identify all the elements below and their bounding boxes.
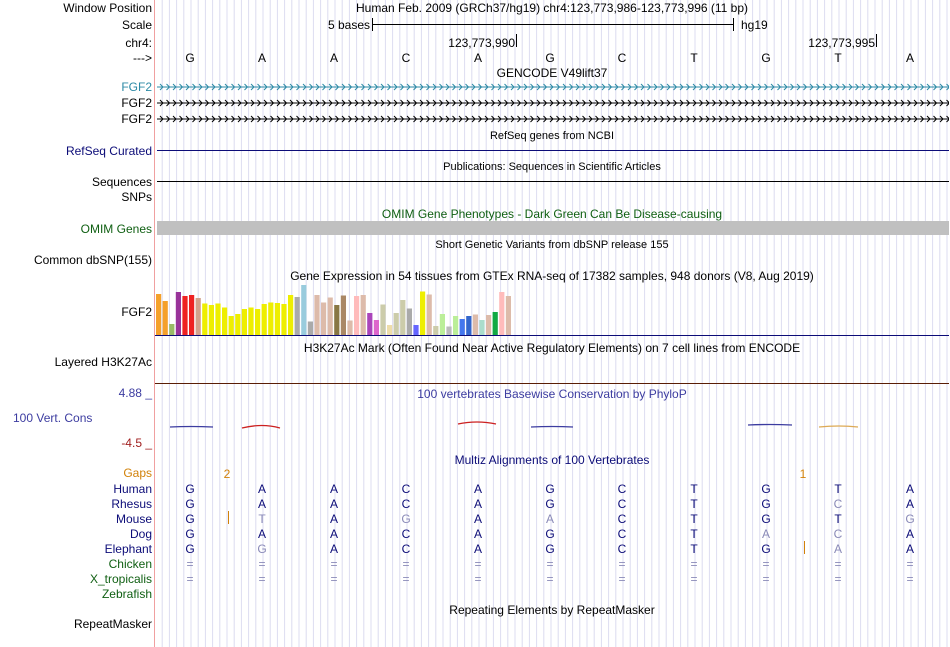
- gtex-tissue-bar[interactable]: [328, 298, 333, 336]
- gtex-tissue-bar[interactable]: [189, 295, 194, 335]
- gtex-tissue-bar[interactable]: [242, 309, 247, 335]
- aligned-base: =: [402, 557, 410, 571]
- gtex-tissue-bar[interactable]: [453, 316, 458, 335]
- gtex-tissue-bar[interactable]: [268, 303, 273, 336]
- species-label[interactable]: Elephant: [104, 542, 152, 556]
- aligned-base: G: [545, 497, 555, 511]
- gap-mark-2: 1: [799, 467, 807, 481]
- gtex-tissue-bar[interactable]: [163, 301, 168, 335]
- gtex-tissue-bar[interactable]: [380, 305, 385, 336]
- aligned-base: A: [473, 527, 483, 541]
- aligned-base: =: [474, 557, 482, 571]
- aligned-base: C: [617, 512, 627, 526]
- gtex-tissue-bar[interactable]: [374, 320, 379, 335]
- aligned-base: A: [473, 542, 483, 556]
- gtex-tissue-bar[interactable]: [288, 295, 293, 335]
- gtex-tissue-bar[interactable]: [262, 304, 267, 335]
- species-label[interactable]: Chicken: [108, 557, 152, 571]
- omim-phenotype-bar[interactable]: [157, 221, 949, 235]
- aligned-base: A: [905, 527, 915, 541]
- gtex-tissue-bar[interactable]: [235, 314, 240, 335]
- dna-base: A: [905, 51, 915, 65]
- aligned-base: A: [905, 497, 915, 511]
- aligned-base: A: [833, 542, 843, 556]
- aligned-base: A: [473, 497, 483, 511]
- gtex-tissue-bar[interactable]: [222, 308, 227, 336]
- window-position-label: Window Position: [63, 1, 152, 15]
- aligned-base: G: [761, 542, 771, 556]
- aligned-base: A: [545, 512, 555, 526]
- gtex-gene-label[interactable]: FGF2: [121, 305, 152, 319]
- gtex-tissue-bar[interactable]: [295, 297, 300, 335]
- omim-track-label[interactable]: OMIM Genes: [80, 222, 152, 236]
- aligned-base: T: [834, 512, 842, 526]
- aligned-base: C: [617, 527, 627, 541]
- chrom-label: chr4:: [125, 36, 152, 50]
- gencode-transcript-1: [157, 84, 949, 90]
- multiz-track-title: Multiz Alignments of 100 Vertebrates: [454, 453, 650, 467]
- gtex-tissue-bar[interactable]: [182, 296, 187, 335]
- aligned-base: =: [258, 557, 266, 571]
- gtex-tissue-bar[interactable]: [460, 319, 465, 335]
- aligned-base: G: [257, 542, 267, 556]
- aligned-base: A: [329, 512, 339, 526]
- gtex-tissue-bar[interactable]: [281, 304, 286, 335]
- aligned-base: =: [186, 572, 194, 586]
- gtex-tissue-bar[interactable]: [427, 295, 432, 336]
- gtex-tissue-bar[interactable]: [248, 308, 253, 336]
- phylop-segment-3: [458, 422, 496, 424]
- dbsnp-track-title: Short Genetic Variants from dbSNP release 155: [435, 239, 669, 251]
- aligned-base: =: [834, 557, 842, 571]
- gencode-gene-label-1[interactable]: FGF2: [121, 80, 152, 94]
- phylop-segment-5: [748, 425, 792, 426]
- aligned-base: A: [257, 482, 267, 496]
- multiz-gaps-label[interactable]: Gaps: [123, 466, 152, 480]
- phylop-track-title: 100 vertebrates Basewise Conservation by PhyloP: [417, 387, 687, 401]
- aligned-base: T: [690, 527, 698, 541]
- dna-base: A: [257, 51, 267, 65]
- rmsk-track-title: Repeating Elements by RepeatMasker: [449, 603, 655, 617]
- aligned-base: =: [762, 557, 770, 571]
- rmsk-track-label[interactable]: RepeatMasker: [73, 617, 152, 631]
- gtex-tissue-bar[interactable]: [334, 305, 339, 335]
- aligned-base: =: [906, 572, 914, 586]
- gencode-transcripts[interactable]: [157, 82, 949, 126]
- dna-base: T: [690, 51, 698, 65]
- aligned-base: A: [905, 542, 915, 556]
- gtex-tissue-bar[interactable]: [479, 320, 484, 335]
- gtex-tissue-bar[interactable]: [308, 322, 313, 336]
- gencode-gene-label-2[interactable]: FGF2: [121, 96, 152, 110]
- dna-base: A: [329, 51, 339, 65]
- scale-bar-right-tick: [733, 18, 734, 31]
- gtex-tissue-bar[interactable]: [229, 316, 234, 335]
- aligned-base: C: [401, 542, 411, 556]
- gtex-baseline: [155, 335, 949, 336]
- aligned-base: A: [329, 527, 339, 541]
- gtex-tissue-bar[interactable]: [169, 324, 174, 335]
- gtex-expression-chart[interactable]: [155, 284, 535, 336]
- gtex-tissue-bar[interactable]: [440, 314, 445, 335]
- aligned-base: A: [761, 527, 771, 541]
- aligned-base: =: [690, 572, 698, 586]
- phylop-ymax-label: 4.88 _: [118, 386, 152, 400]
- gtex-tissue-bar[interactable]: [354, 296, 359, 335]
- dna-base: C: [401, 51, 411, 65]
- phylop-conservation-plot[interactable]: [155, 415, 949, 435]
- gtex-tissue-bar[interactable]: [486, 315, 491, 335]
- gtex-tissue-bar[interactable]: [301, 285, 306, 335]
- scale-bar-text: 5 bases: [327, 18, 370, 32]
- scale-bar-line: [373, 24, 733, 25]
- aligned-base: T: [258, 512, 266, 526]
- aligned-base: G: [761, 482, 771, 496]
- aligned-base: G: [185, 512, 195, 526]
- gtex-tissue-bar[interactable]: [215, 304, 220, 336]
- aligned-base: A: [329, 542, 339, 556]
- aligned-base: A: [473, 512, 483, 526]
- aligned-base: G: [185, 542, 195, 556]
- gtex-tissue-bar[interactable]: [341, 296, 346, 336]
- gtex-tissue-bar[interactable]: [347, 321, 352, 336]
- aligned-base: C: [617, 497, 627, 511]
- gtex-tissue-bar[interactable]: [367, 313, 372, 335]
- aligned-base: A: [473, 482, 483, 496]
- species-label[interactable]: Human: [113, 482, 152, 496]
- aligned-base: G: [401, 512, 411, 526]
- aligned-base: A: [329, 497, 339, 511]
- aligned-base: =: [618, 572, 626, 586]
- aligned-base: =: [834, 572, 842, 586]
- aligned-base: A: [905, 482, 915, 496]
- phylop-segment-4: [531, 427, 573, 428]
- aligned-base: T: [690, 542, 698, 556]
- gencode-transcript-3: [157, 116, 949, 122]
- species-label[interactable]: X_tropicalis: [89, 572, 152, 586]
- gtex-tissue-bar[interactable]: [420, 292, 425, 336]
- gtex-tissue-bar[interactable]: [400, 300, 405, 335]
- refseq-gene-line[interactable]: [157, 150, 949, 151]
- pubs-track-title: Publications: Sequences in Scientific Articles: [443, 161, 661, 173]
- pubs-track-label[interactable]: Sequences: [91, 175, 152, 189]
- aligned-base: =: [618, 557, 626, 571]
- aligned-base: A: [257, 497, 267, 511]
- coordinate-tick-1: [516, 34, 517, 47]
- aligned-base: G: [545, 527, 555, 541]
- assembly-position-text: Human Feb. 2009 (GRCh37/hg19) chr4:123,773,986-123,773,996 (11 bp): [355, 1, 749, 15]
- gtex-tissue-bar[interactable]: [433, 326, 438, 335]
- dna-base: A: [473, 51, 483, 65]
- aligned-base: =: [186, 557, 194, 571]
- gtex-tissue-bar[interactable]: [394, 313, 399, 335]
- scale-bar-left-tick: [372, 18, 373, 31]
- gtex-tissue-bar[interactable]: [361, 295, 366, 335]
- dna-base: C: [617, 51, 627, 65]
- aligned-base: =: [258, 572, 266, 586]
- phylop-segment-1: [170, 427, 213, 428]
- gtex-tissue-bar[interactable]: [196, 298, 201, 335]
- gtex-tissue-bar[interactable]: [255, 309, 260, 335]
- phylop-segment-2: [242, 426, 280, 429]
- gap-mark-1: 2: [223, 467, 231, 481]
- omim-track-title: OMIM Gene Phenotypes - Dark Green Can Be Disease-causing: [381, 207, 723, 221]
- gencode-gene-label-3[interactable]: FGF2: [121, 112, 152, 126]
- aligned-base: G: [185, 482, 195, 496]
- aligned-base: G: [761, 512, 771, 526]
- scale-db-text: hg19: [741, 18, 768, 32]
- aligned-base: G: [185, 527, 195, 541]
- gtex-tissue-bar[interactable]: [499, 292, 504, 335]
- aligned-base: C: [833, 497, 843, 511]
- aligned-base: G: [185, 497, 195, 511]
- aligned-base: G: [545, 482, 555, 496]
- insertion-mark-mouse: [228, 511, 229, 524]
- aligned-base: C: [401, 482, 411, 496]
- gtex-tissue-bar[interactable]: [407, 309, 412, 336]
- species-label[interactable]: Rhesus: [111, 497, 152, 511]
- aligned-base: =: [546, 572, 554, 586]
- dbsnp-track-label[interactable]: Common dbSNP(155): [33, 253, 152, 267]
- gtex-tissue-bar[interactable]: [473, 315, 478, 336]
- gtex-tissue-bar[interactable]: [275, 303, 280, 335]
- gencode-track-title: GENCODE V49lift37: [496, 66, 608, 80]
- gtex-tissue-bar[interactable]: [506, 296, 511, 335]
- aligned-base: T: [690, 482, 698, 496]
- phylop-ymin-label: -4.5 _: [121, 436, 152, 450]
- aligned-base: =: [762, 572, 770, 586]
- gtex-track-title: Gene Expression in 54 tissues from GTEx RNA-seq of 17382 samples, 948 donors (V8, Aug 2019): [290, 269, 814, 283]
- species-label[interactable]: Dog: [129, 527, 152, 541]
- gtex-tissue-bar[interactable]: [466, 316, 471, 335]
- snps-track-label[interactable]: SNPs: [121, 190, 152, 204]
- aligned-base: =: [330, 557, 338, 571]
- aligned-base: T: [834, 482, 842, 496]
- strand-label: --->: [133, 51, 152, 65]
- phylop-track-label[interactable]: 100 Vert. Cons: [13, 411, 93, 425]
- gencode-transcript-2: [157, 100, 949, 106]
- phylop-segment-6: [819, 426, 858, 427]
- aligned-base: A: [329, 482, 339, 496]
- gtex-tissue-bar[interactable]: [156, 294, 161, 335]
- aligned-base: C: [617, 542, 627, 556]
- aligned-base: C: [401, 527, 411, 541]
- gtex-tissue-bar[interactable]: [493, 312, 498, 335]
- gtex-tissue-bar[interactable]: [321, 303, 326, 336]
- aligned-base: =: [690, 557, 698, 571]
- dna-base: T: [834, 51, 842, 65]
- aligned-base: =: [474, 572, 482, 586]
- aligned-base: C: [833, 527, 843, 541]
- gtex-tissue-bar[interactable]: [202, 304, 207, 336]
- aligned-base: G: [905, 512, 915, 526]
- refseq-track-label[interactable]: RefSeq Curated: [65, 144, 152, 158]
- aligned-base: =: [402, 572, 410, 586]
- gtex-tissue-bar[interactable]: [176, 292, 181, 335]
- coordinate-tick-2: [876, 34, 877, 47]
- aligned-base: T: [690, 512, 698, 526]
- scale-label: Scale: [121, 18, 152, 32]
- gtex-tissue-bar[interactable]: [387, 325, 392, 335]
- aligned-base: C: [401, 497, 411, 511]
- gtex-tissue-bar[interactable]: [209, 305, 214, 335]
- h3k27ac-track-label[interactable]: Layered H3K27Ac: [54, 355, 152, 369]
- aligned-base: =: [330, 572, 338, 586]
- gtex-tissue-bar[interactable]: [446, 327, 451, 336]
- coordinate-label-2: 123,773,995: [808, 36, 875, 50]
- species-label[interactable]: Mouse: [115, 512, 152, 526]
- aligned-base: =: [906, 557, 914, 571]
- refseq-track-title: RefSeq genes from NCBI: [489, 130, 615, 142]
- aligned-base: T: [690, 497, 698, 511]
- aligned-base: G: [761, 497, 771, 511]
- aligned-base: =: [546, 557, 554, 571]
- dna-base: G: [185, 51, 195, 65]
- insertion-mark-elephant: [804, 541, 805, 554]
- aligned-base: G: [545, 542, 555, 556]
- h3k27ac-track-title: H3K27Ac Mark (Often Found Near Active Regulatory Elements) on 7 cell lines from ENCODE: [303, 341, 801, 355]
- pubs-track-line[interactable]: [157, 181, 949, 182]
- dna-base: G: [545, 51, 555, 65]
- dna-base: G: [761, 51, 771, 65]
- gtex-tissue-bar[interactable]: [413, 325, 418, 335]
- species-label[interactable]: Zebrafish: [101, 587, 152, 601]
- aligned-base: C: [617, 482, 627, 496]
- coordinate-label-1: 123,773,990: [448, 36, 515, 50]
- gtex-tissue-bar[interactable]: [314, 295, 319, 335]
- h3k27ac-signal-line[interactable]: [155, 383, 949, 384]
- aligned-base: A: [257, 527, 267, 541]
